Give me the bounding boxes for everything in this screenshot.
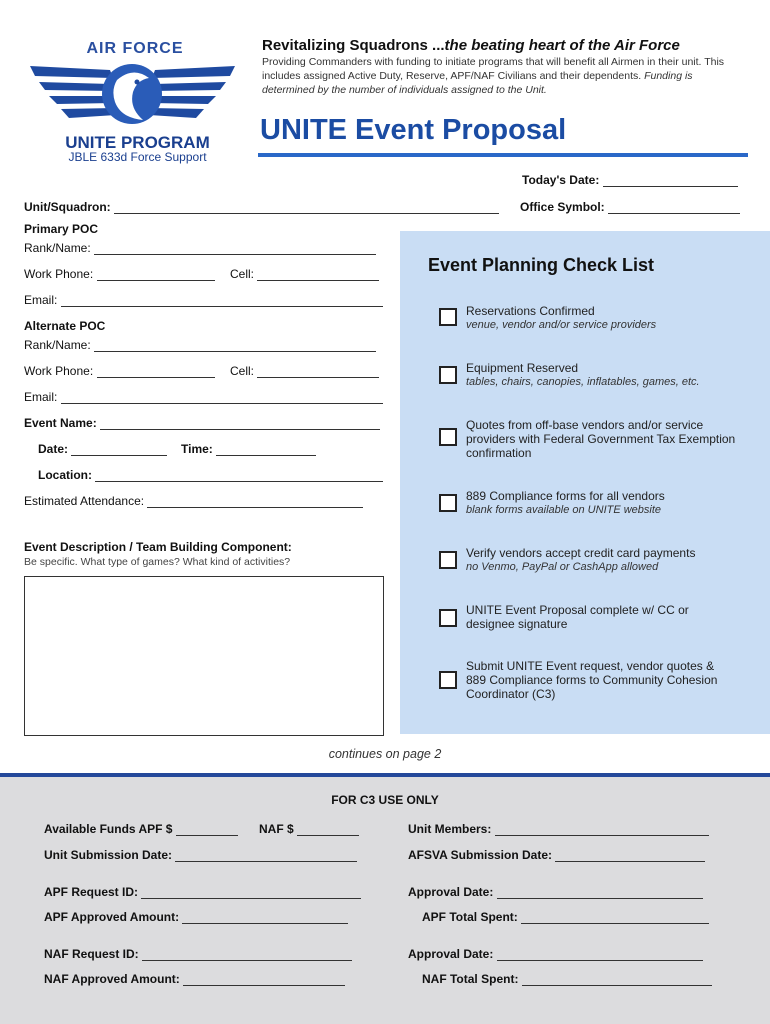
- primary-cell-field[interactable]: Cell:: [230, 267, 379, 281]
- logo-sub-text: JBLE 633d Force Support: [68, 150, 207, 164]
- available-funds-naf-field[interactable]: NAF $: [259, 822, 359, 836]
- unit-submission-date-field[interactable]: Unit Submission Date:: [44, 848, 357, 862]
- logo-program-text: UNITE PROGRAM: [65, 133, 210, 152]
- available-funds-apf-field[interactable]: Available Funds APF $: [44, 822, 238, 836]
- alternate-rank-name-field[interactable]: Rank/Name:: [24, 338, 376, 352]
- naf-approved-amount-field[interactable]: NAF Approved Amount:: [44, 972, 345, 986]
- c3-section: [0, 777, 770, 1024]
- alternate-work-phone-field[interactable]: Work Phone:: [24, 364, 215, 378]
- primary-poc-heading: Primary POC: [24, 222, 99, 236]
- naf-total-spent-field[interactable]: NAF Total Spent:: [422, 972, 712, 986]
- checklist-item-889-compliance: 889 Compliance forms for all vendors blank forms available on UNITE website: [466, 489, 665, 516]
- primary-work-phone-field[interactable]: Work Phone:: [24, 267, 215, 281]
- event-date-field[interactable]: Date:: [38, 442, 167, 456]
- description-title: Event Description / Team Building Component:: [24, 540, 292, 554]
- unit-members-field[interactable]: Unit Members:: [408, 822, 709, 836]
- todays-date-field[interactable]: Today's Date:: [522, 173, 738, 187]
- checkbox-submit-request[interactable]: [439, 671, 457, 689]
- continues-note: continues on page 2: [328, 747, 442, 761]
- checkbox-quotes[interactable]: [439, 428, 457, 446]
- alternate-email-field[interactable]: Email:: [24, 390, 383, 404]
- checkbox-credit-card[interactable]: [439, 551, 457, 569]
- air-force-wings-logo-icon: [25, 58, 240, 138]
- c3-title: FOR C3 USE ONLY: [331, 793, 439, 807]
- primary-email-field[interactable]: Email:: [24, 293, 383, 307]
- logo-top-text: AIR FORCE: [86, 40, 184, 57]
- checklist-item-quotes: Quotes from off-base vendors and/or service providers with Federal Government Tax Exemption confirmation: [466, 418, 736, 460]
- alternate-poc-heading: Alternate POC: [24, 319, 106, 333]
- apf-total-spent-field[interactable]: APF Total Spent:: [422, 910, 709, 924]
- primary-rank-name-field[interactable]: Rank/Name:: [24, 241, 376, 255]
- apf-approval-date-field[interactable]: Approval Date:: [408, 885, 703, 899]
- event-location-field[interactable]: Location:: [38, 468, 383, 482]
- unit-squadron-field[interactable]: Unit/Squadron:: [24, 200, 499, 214]
- title-rule: [258, 153, 748, 157]
- checkbox-reservations[interactable]: [439, 308, 457, 326]
- checkbox-equipment[interactable]: [439, 366, 457, 384]
- apf-request-id-field[interactable]: APF Request ID:: [44, 885, 361, 899]
- checkbox-889-compliance[interactable]: [439, 494, 457, 512]
- checklist-item-proposal-complete: UNITE Event Proposal complete w/ CC or designee signature: [466, 603, 689, 631]
- page-title: UNITE Event Proposal: [260, 114, 567, 146]
- event-time-field[interactable]: Time:: [181, 442, 316, 456]
- intro-text: Providing Commanders with funding to initiate programs that will benefit all Airmen in their unit. This includes assigned Active Duty, Reserve, APF/NAF Civilians and their dependents. Funding is determined by the number of individuals assigned to the Unit.: [262, 56, 725, 96]
- event-description-textarea[interactable]: [24, 576, 384, 736]
- checkbox-proposal-complete[interactable]: [439, 609, 457, 627]
- checklist-item-credit-card: Verify vendors accept credit card payments no Venmo, PayPal or CashApp allowed: [466, 546, 696, 573]
- checklist-item-reservations: Reservations Confirmed venue, vendor and/or service providers: [466, 304, 657, 331]
- checklist-title: Event Planning Check List: [428, 255, 655, 275]
- apf-approved-amount-field[interactable]: APF Approved Amount:: [44, 910, 348, 924]
- tagline: Revitalizing Squadrons ...the beating heart of the Air Force: [262, 37, 680, 54]
- naf-request-id-field[interactable]: NAF Request ID:: [44, 947, 352, 961]
- description-hint: Be specific. What type of games? What kind of activities?: [24, 556, 291, 568]
- afsva-submission-date-field[interactable]: AFSVA Submission Date:: [408, 848, 705, 862]
- checklist-item-submit-request: Submit UNITE Event request, vendor quotes & 889 Compliance forms to Community Cohesion Coordinator (C3): [466, 659, 718, 701]
- office-symbol-field[interactable]: Office Symbol:: [520, 200, 740, 214]
- estimated-attendance-field[interactable]: Estimated Attendance:: [24, 494, 363, 508]
- checklist-item-equipment: Equipment Reserved tables, chairs, canopies, inflatables, games, etc.: [466, 361, 700, 388]
- naf-approval-date-field[interactable]: Approval Date:: [408, 947, 703, 961]
- alternate-cell-field[interactable]: Cell:: [230, 364, 379, 378]
- event-name-field[interactable]: Event Name:: [24, 416, 380, 430]
